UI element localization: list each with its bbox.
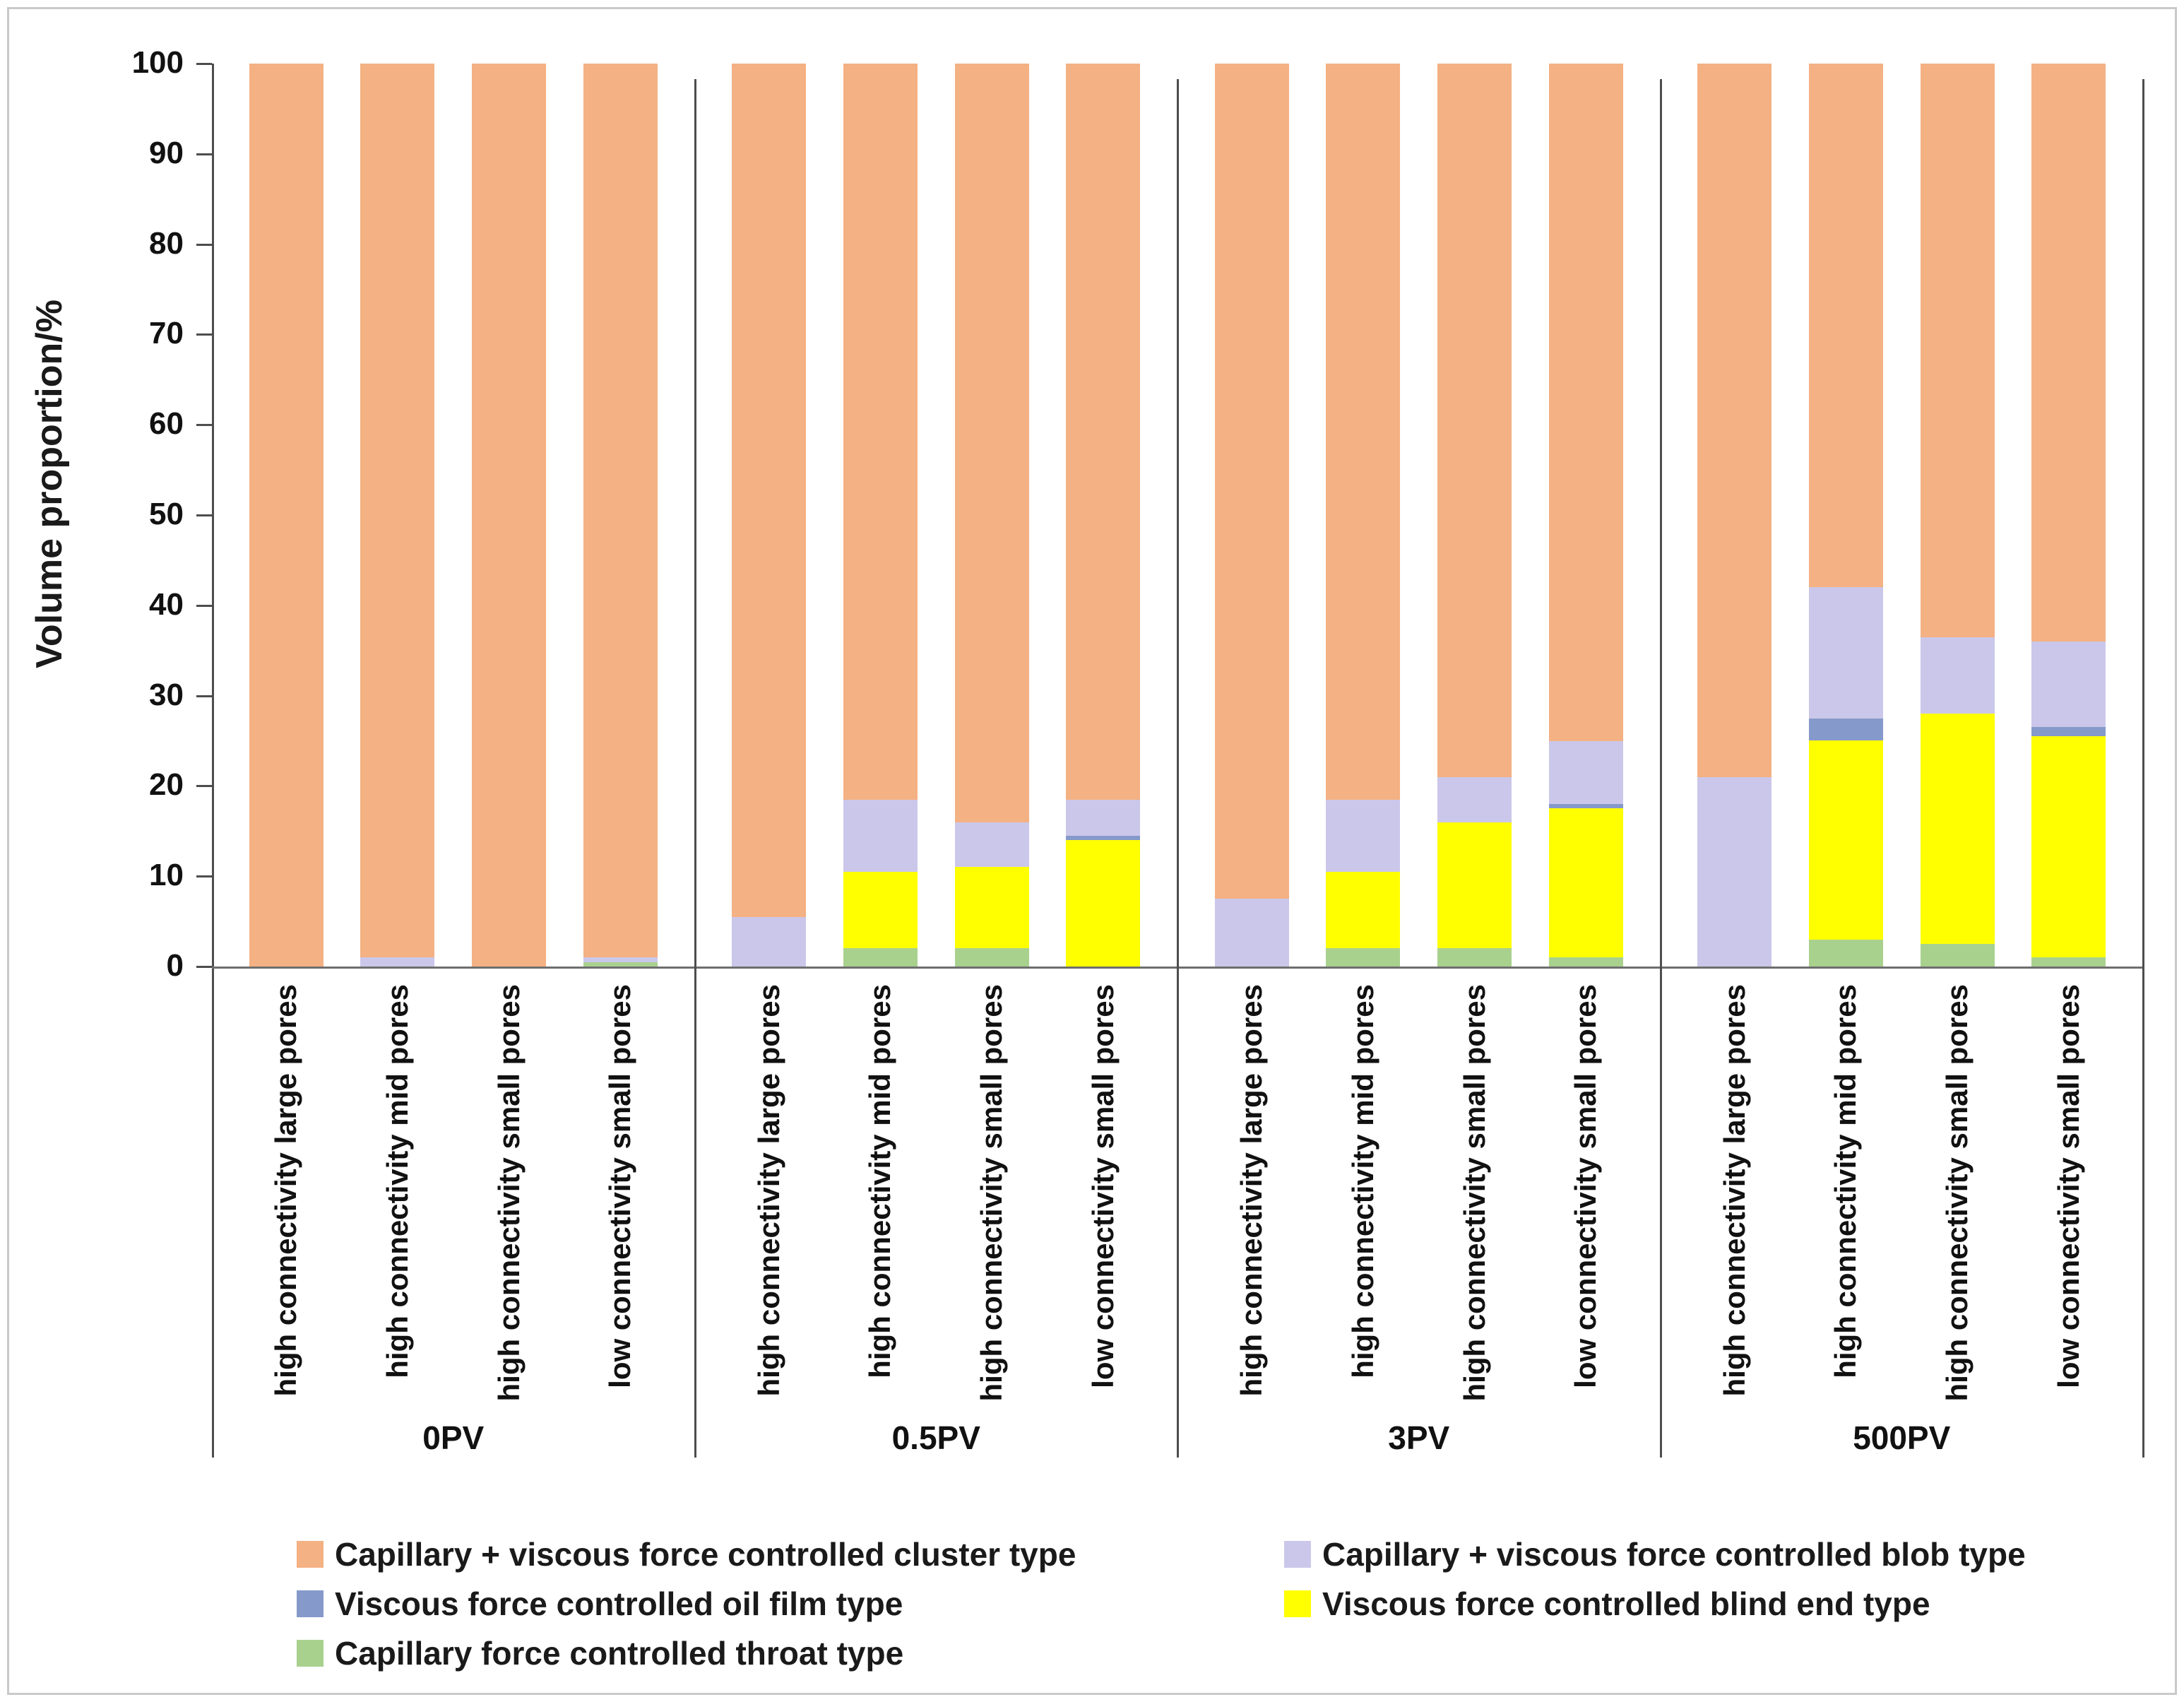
stacked-bar bbox=[1326, 64, 1400, 967]
group-separator bbox=[694, 79, 696, 1458]
bar-segment bbox=[1437, 948, 1512, 967]
y-axis-title: Volume proportion/% bbox=[29, 300, 70, 668]
y-tick-mark bbox=[196, 966, 212, 968]
stacked-bar bbox=[249, 64, 324, 967]
bar-segment bbox=[1921, 64, 1995, 637]
x-category-label: high connectivity small pores bbox=[1457, 984, 1491, 1402]
group-separator bbox=[1177, 79, 1179, 1458]
legend-item-throat bbox=[297, 1636, 1076, 1670]
y-tick-label: 10 bbox=[149, 858, 184, 893]
bar-segment bbox=[2031, 64, 2106, 642]
bar-segment bbox=[1215, 64, 1289, 899]
bar-segment bbox=[732, 917, 806, 967]
y-tick-label: 50 bbox=[149, 497, 184, 531]
x-category-label: high connectivity mid pores bbox=[863, 984, 897, 1378]
legend-label: Capillary + viscous force controlled cluster type bbox=[335, 1536, 1076, 1573]
bar-segment bbox=[360, 957, 434, 967]
legend-column-right bbox=[1284, 1537, 2026, 1621]
bar-segment bbox=[583, 962, 658, 967]
y-tick-label: 0 bbox=[166, 948, 184, 983]
y-tick-mark bbox=[196, 875, 212, 877]
x-category-label: high connectivity mid pores bbox=[380, 984, 414, 1378]
y-axis-line bbox=[212, 64, 214, 1458]
bar-segment bbox=[843, 872, 918, 949]
group-label: 3PV bbox=[1388, 1419, 1450, 1456]
legend-item-blob bbox=[1284, 1537, 2026, 1571]
throat-swatch-icon bbox=[297, 1640, 324, 1667]
bar-segment bbox=[1809, 719, 1883, 741]
stacked-bar bbox=[1066, 64, 1140, 967]
bar-segment bbox=[2031, 957, 2106, 967]
legend-item-cluster bbox=[297, 1537, 1076, 1571]
y-tick-label: 100 bbox=[131, 45, 184, 80]
x-category-label: low connectivity small pores bbox=[603, 984, 637, 1388]
blob-swatch-icon bbox=[1284, 1541, 1311, 1568]
group-label: 0.5PV bbox=[891, 1419, 980, 1456]
x-category-label: high connectivity mid pores bbox=[1829, 984, 1863, 1378]
y-tick-mark bbox=[196, 244, 212, 246]
y-tick-label: 60 bbox=[149, 406, 184, 442]
y-tick-mark bbox=[196, 63, 212, 65]
x-category-label: low connectivity small pores bbox=[1569, 984, 1603, 1388]
bar-segment bbox=[1437, 64, 1512, 777]
y-tick-mark bbox=[196, 153, 212, 155]
y-tick-label: 40 bbox=[149, 586, 184, 622]
bar-segment bbox=[1809, 940, 1883, 967]
bar-segment bbox=[732, 64, 806, 917]
bar-segment bbox=[2031, 736, 2106, 957]
x-category-label: high connectivity large pores bbox=[1235, 984, 1269, 1397]
x-category-label: low connectivity small pores bbox=[2051, 984, 2085, 1388]
x-category-label: high connectivity large pores bbox=[1717, 984, 1751, 1397]
stacked-bar bbox=[955, 64, 1029, 967]
bar-segment bbox=[1921, 637, 1995, 714]
bar-segment bbox=[1066, 840, 1140, 967]
bar-segment bbox=[955, 64, 1029, 822]
bar-segment bbox=[1809, 740, 1883, 939]
y-tick-mark bbox=[196, 514, 212, 516]
x-category-label: high connectivity large pores bbox=[752, 984, 785, 1397]
cluster-swatch-icon bbox=[297, 1541, 324, 1568]
x-category-label: high connectivity mid pores bbox=[1346, 984, 1379, 1378]
legend-item-blind-end bbox=[1284, 1587, 2026, 1621]
bar-segment bbox=[843, 800, 918, 872]
stacked-bar bbox=[1697, 64, 1771, 967]
bar-segment bbox=[360, 64, 434, 957]
bar-segment bbox=[1215, 899, 1289, 967]
stacked-bar bbox=[1437, 64, 1512, 967]
bar-segment bbox=[1437, 822, 1512, 949]
bar-segment bbox=[1326, 872, 1400, 949]
bar-segment bbox=[843, 948, 918, 967]
bar-segment bbox=[955, 867, 1029, 948]
bar-segment bbox=[1549, 957, 1623, 967]
plot-right-border bbox=[2142, 79, 2144, 1458]
y-tick-label: 20 bbox=[149, 767, 184, 803]
y-tick-mark bbox=[196, 424, 212, 426]
x-category-label: high connectivity small pores bbox=[1940, 984, 1974, 1402]
bar-segment bbox=[249, 64, 324, 967]
legend-label: Viscous force controlled oil film type bbox=[335, 1585, 903, 1622]
legend-label: Capillary force controlled throat type bbox=[335, 1635, 904, 1672]
x-category-label: high connectivity small pores bbox=[975, 984, 1009, 1402]
y-tick-mark bbox=[196, 333, 212, 336]
y-tick-label: 90 bbox=[149, 135, 184, 170]
bar-segment bbox=[1697, 64, 1771, 777]
bar-segment bbox=[1697, 777, 1771, 967]
bar-segment bbox=[1549, 741, 1623, 804]
x-category-label: low connectivity small pores bbox=[1086, 984, 1120, 1388]
bar-segment bbox=[955, 948, 1029, 967]
bar-segment bbox=[583, 64, 658, 957]
x-category-label: high connectivity large pores bbox=[269, 984, 303, 1397]
bar-segment bbox=[1809, 64, 1883, 587]
bar-segment bbox=[472, 64, 546, 967]
legend-label: Viscous force controlled blind end type bbox=[1322, 1585, 1930, 1622]
group-separator bbox=[1660, 79, 1662, 1458]
group-label: 0PV bbox=[422, 1419, 485, 1456]
y-tick-mark bbox=[196, 695, 212, 697]
stacked-bar bbox=[1809, 64, 1883, 967]
bar-segment bbox=[1921, 714, 1995, 944]
bar-segment bbox=[1326, 948, 1400, 967]
bar-segment bbox=[1921, 944, 1995, 967]
x-category-label: high connectivity small pores bbox=[492, 984, 526, 1402]
y-tick-label: 70 bbox=[149, 316, 184, 351]
bar-segment bbox=[1809, 587, 1883, 718]
bar-segment bbox=[1549, 808, 1623, 957]
legend-item-oil-film bbox=[297, 1587, 1076, 1621]
stacked-bar bbox=[843, 64, 918, 967]
y-tick-mark bbox=[196, 785, 212, 787]
bar-segment bbox=[2031, 642, 2106, 727]
bar-segment bbox=[955, 822, 1029, 868]
stacked-bar bbox=[583, 64, 658, 967]
bar-segment bbox=[1437, 777, 1512, 822]
bar-segment bbox=[843, 64, 918, 800]
stacked-bar bbox=[1549, 64, 1623, 967]
bar-segment bbox=[2031, 727, 2106, 736]
bar-segment bbox=[1549, 64, 1623, 741]
legend-label: Capillary + viscous force controlled blob type bbox=[1322, 1536, 2026, 1573]
blind-end-swatch-icon bbox=[1284, 1590, 1311, 1617]
y-tick-label: 30 bbox=[149, 677, 184, 712]
oil-film-swatch-icon bbox=[297, 1590, 324, 1617]
stacked-bar bbox=[360, 64, 434, 967]
stacked-bar bbox=[1921, 64, 1995, 967]
legend-column-left bbox=[297, 1537, 1076, 1670]
group-label: 500PV bbox=[1853, 1419, 1951, 1456]
bar-segment bbox=[1066, 64, 1140, 800]
stacked-bar bbox=[732, 64, 806, 967]
y-tick-label: 80 bbox=[149, 225, 184, 261]
bar-segment bbox=[1326, 800, 1400, 872]
bar-segment bbox=[1066, 800, 1140, 836]
stacked-bar bbox=[1215, 64, 1289, 967]
stacked-bar bbox=[2031, 64, 2106, 967]
bar-segment bbox=[1326, 64, 1400, 800]
stacked-bar bbox=[472, 64, 546, 967]
y-tick-mark bbox=[196, 605, 212, 607]
